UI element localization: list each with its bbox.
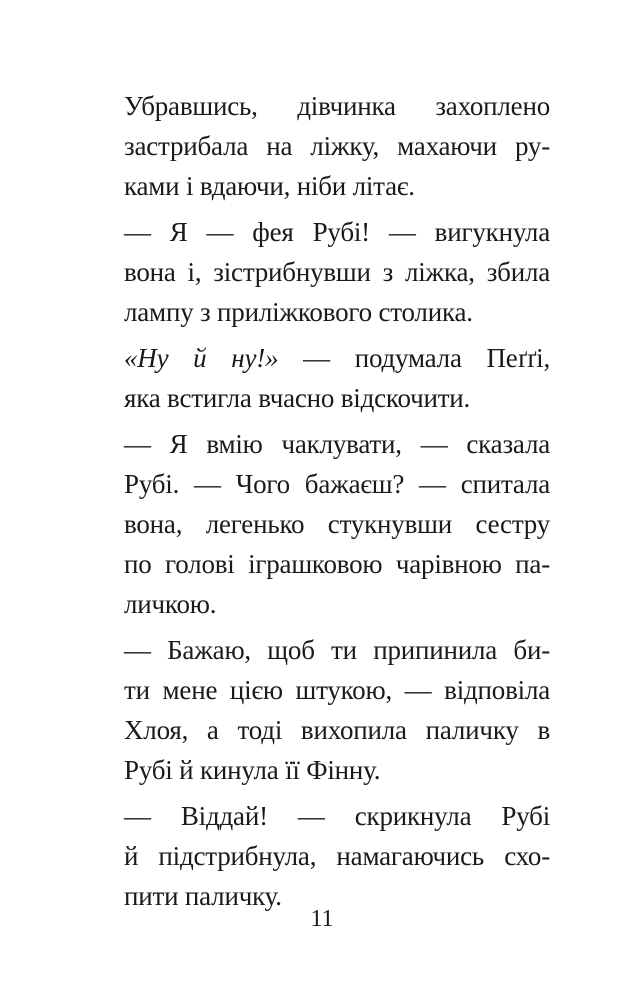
text-line: Рубі. — Чого бажаєш? — спитала: [124, 469, 550, 499]
text-line: вона, легенько стукнувши сестру: [124, 509, 550, 539]
text-line: пити паличку.: [124, 881, 282, 911]
paragraph-2: [124, 212, 550, 332]
text-line: й підстрибнула, намагаючись схо-: [124, 841, 550, 871]
text-line: Хлоя, а тоді вихопила паличку в: [124, 715, 550, 745]
page-body: [124, 86, 550, 922]
text-line: яка встигла вчасно відскочити.: [124, 383, 471, 413]
text-line: Рубі й кинула її Фінну.: [124, 755, 381, 785]
text-line: Убравшись, дівчинка захоплено: [124, 91, 550, 121]
italic-thought: «Ну й ну!»: [124, 343, 279, 373]
paragraph-3: [124, 338, 550, 418]
text-line: ками і вдаючи, ніби літає.: [124, 171, 415, 201]
page-number: 11: [310, 906, 334, 932]
text-line: [124, 338, 550, 378]
paragraph-5: [124, 630, 550, 790]
text-fragment: — подумала Пеґґі,: [278, 343, 550, 373]
text-line: застрибала на ліжку, махаючи ру-: [124, 131, 550, 161]
text-line: по голові іграшковою чарівною па-: [124, 549, 550, 579]
text-line: — Віддай! — скрикнула Рубі: [124, 801, 550, 831]
text-line: вона і, зістрибнувши з ліжка, збила: [124, 257, 550, 287]
text-line: личкою.: [124, 589, 217, 619]
paragraph-1: [124, 86, 550, 206]
paragraph-4: [124, 424, 550, 624]
text-line: — Бажаю, щоб ти припинила би-: [124, 635, 550, 665]
paragraph-6: [124, 796, 550, 916]
text-line: ти мене цією штукою, — відповіла: [124, 675, 550, 705]
text-line: — Я — фея Рубі! — вигукнула: [124, 217, 550, 247]
text-line: лампу з приліжкового столика.: [124, 297, 473, 327]
text-line: — Я вмію чаклувати, — сказала: [124, 429, 550, 459]
